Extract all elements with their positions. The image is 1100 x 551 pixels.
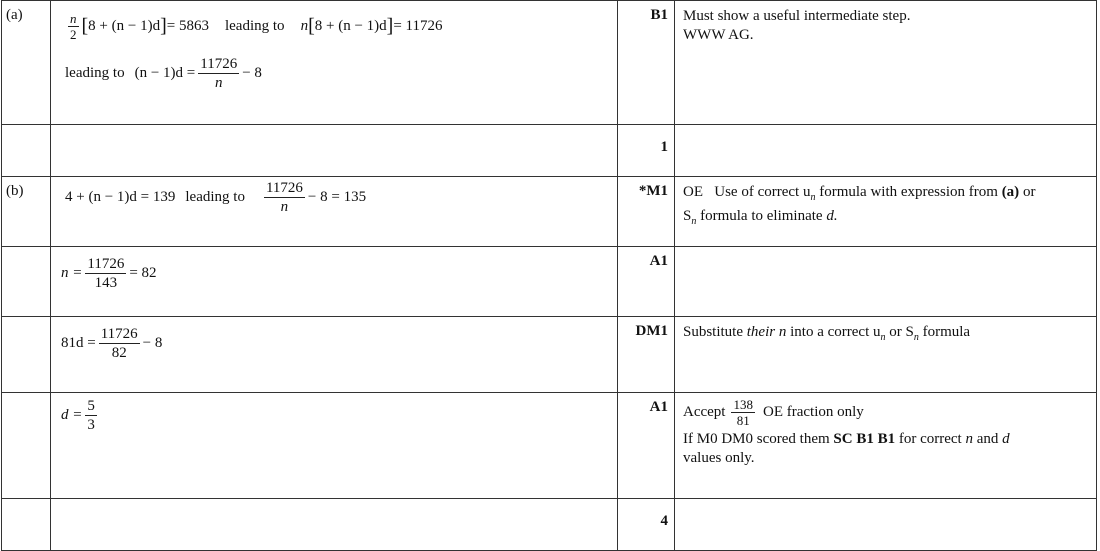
fraction: $\frac{5}{3}$ [87, 398, 95, 433]
fraction: $\frac{11726}{82}$ [100, 326, 138, 361]
mark-cell: DM1 [618, 317, 675, 393]
row-b4 [2, 393, 1097, 499]
math-line-b1: 4 + (n − 1)d = 139 leading to $\frac{11726}{n}$ − 8 = 135 [65, 180, 367, 215]
total-mark: 4 [618, 499, 675, 551]
math-line-b4: d = $\frac{5}{3}$ [61, 398, 95, 433]
mark-cell: B1 [618, 1, 675, 125]
leading-to-text: leading to [224, 17, 285, 34]
math-line-a1: $\frac{n}{2}$ [ 8 + (n − 1)d ] = 5863 leading to n [ 8 + (n − 1)d ] = 11726 [70, 10, 443, 42]
question-label: (b) [2, 177, 51, 247]
equation-value: = 5863 [166, 17, 209, 34]
row-b-total [2, 499, 1097, 551]
fraction: $\frac{11726}{n}$ [265, 180, 303, 215]
working-cell [51, 393, 618, 499]
row-a-total [2, 125, 1097, 177]
mark-cell: A1 [618, 247, 675, 317]
total-mark: 1 [618, 125, 675, 177]
question-label: (a) [2, 1, 51, 125]
equation-value-2: = 11726 [393, 17, 443, 34]
math-line-b3: 81d = $\frac{11726}{82}$ − 8 [61, 326, 163, 361]
working-cell [51, 177, 618, 247]
guidance-cell: Accept $\frac{138}{81}$ OE fraction only If M0 DM0 scored them SC B1 B1 for correct n and d values only. [675, 393, 1097, 499]
mark-cell: A1 [618, 393, 675, 499]
working-cell [51, 317, 618, 393]
row-b1 [2, 177, 1097, 247]
leading-to-text: leading to [65, 65, 125, 81]
fraction: $\frac{138}{81}$ [733, 397, 753, 428]
math-line-a2: leading to (n − 1)d = $\frac{11726}{n}$ − 8 [65, 56, 262, 91]
working-cell [51, 247, 618, 317]
mark-scheme-table [1, 0, 1097, 551]
working-cell [51, 1, 618, 125]
guidance-cell: Must show a useful intermediate step. WWW AG. [675, 1, 1097, 125]
mark-cell: *M1 [618, 177, 675, 247]
row-b2 [2, 247, 1097, 317]
fraction: $\frac{11726}{143}$ [87, 256, 125, 291]
fraction: $\frac{11726}{n}$ [200, 56, 238, 91]
leading-to-text: leading to [185, 189, 245, 205]
bracket-expression: 8 + (n − 1)d [88, 17, 161, 34]
row-a-working [2, 1, 1097, 125]
guidance-cell: OE Use of correct $u_n$ formula with expression from (a) or $S_n$ formula to eliminate d. [675, 177, 1097, 247]
math-line-b2: n = $\frac{11726}{143}$ = 82 [61, 256, 157, 291]
guidance-cell: Substitute their n into a correct $u_n$ or $S_n$ formula [675, 317, 1097, 393]
row-b3 [2, 317, 1097, 393]
bracket-expression-2: 8 + (n − 1)d [314, 17, 387, 34]
fraction-n-over-2: $\frac{n}{2}$ [70, 10, 77, 42]
